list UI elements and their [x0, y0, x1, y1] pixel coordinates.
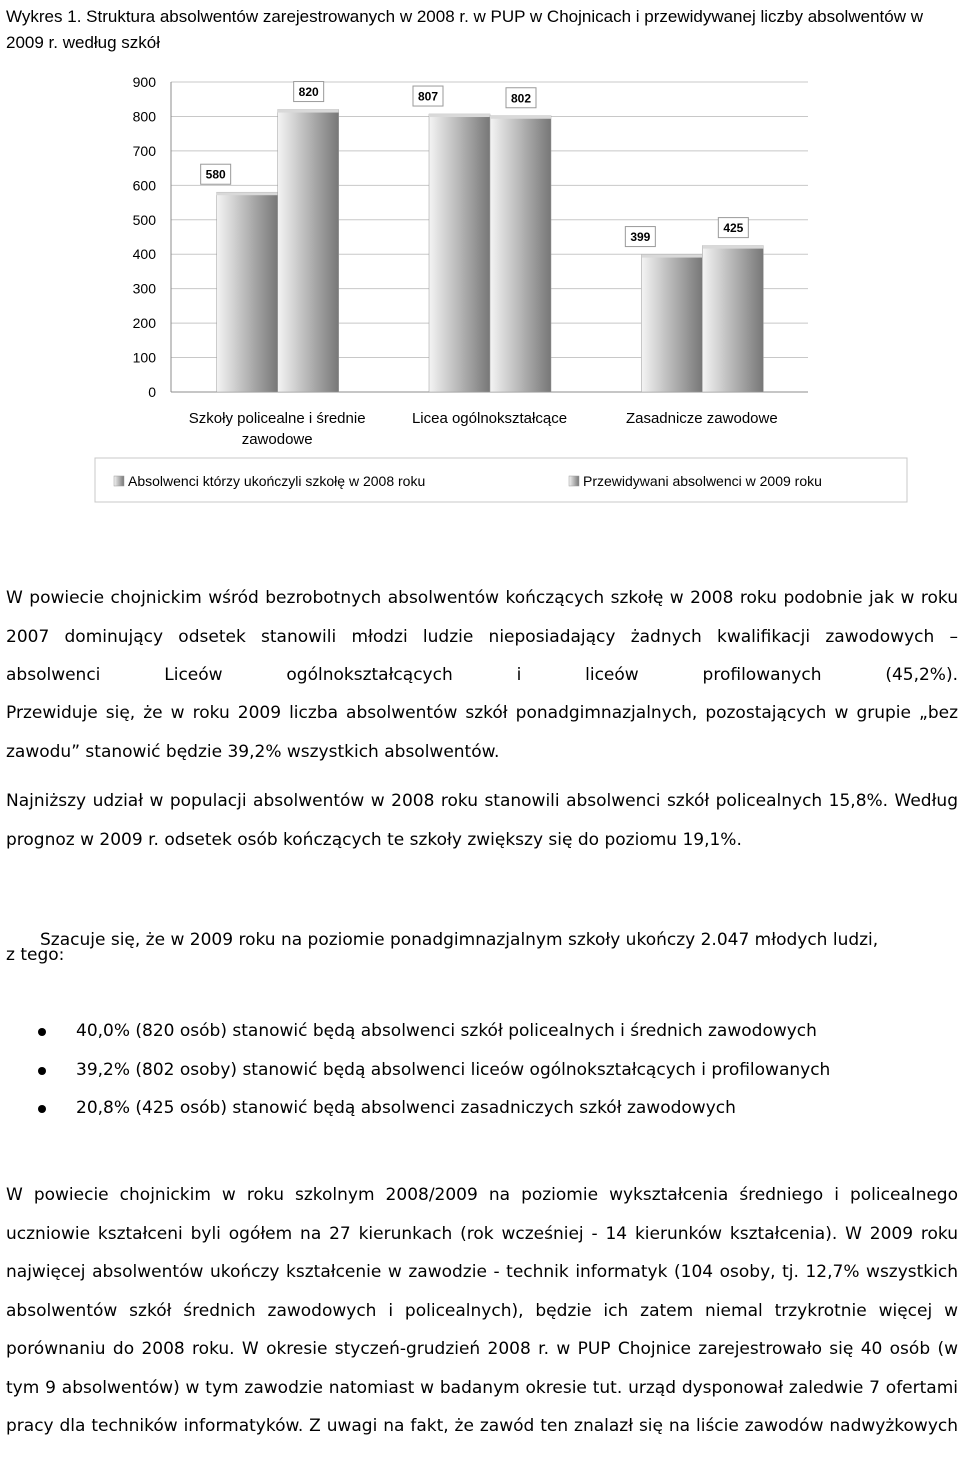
chart-caption: Wykres 1. Struktura absolwentów zarejestrowanych w 2008 r. w PUP w Chojnicach i przewidywanej liczby absolwentów w 2009 r. według szkół	[6, 7, 923, 52]
bar-cap	[278, 110, 339, 113]
bar-cap	[217, 192, 278, 195]
bullet-icon	[38, 1028, 46, 1036]
paragraph-z-tego	[6, 943, 64, 967]
y-tick-label: 300	[132, 280, 156, 297]
y-tick-label: 700	[132, 142, 156, 159]
y-tick-labels	[133, 74, 157, 400]
bar	[278, 110, 339, 392]
data-label: 399	[630, 230, 651, 245]
bullet-icon	[38, 1105, 46, 1113]
legend-swatch	[114, 476, 124, 486]
bullet-icon	[38, 1067, 46, 1075]
paragraph-prognoza-bez-zawodu: Przewiduje się, że w roku 2009 liczba absolwentów szkół ponadgimnazjalnych, pozostających w grupie „bez zawodu” stanowić będzie 39,2% wszystkich absolwentów.	[6, 703, 958, 762]
y-tick-label: 600	[132, 177, 156, 194]
data-label: 580	[205, 167, 226, 182]
category-label: Szkoły policealne i średnie	[188, 410, 366, 427]
category-labels	[189, 410, 778, 448]
y-tick-label: 400	[132, 246, 156, 263]
y-tick-label: 0	[148, 384, 156, 400]
paragraph-absolwenci-2008: W powiecie chojnickim wśród bezrobotnych absolwentów kończących szkołę w 2008 roku podobnie jak w roku 2007 dominujący odsetek stanowili młodzi ludzie nieposiadający żadnych kwalifikacji zawodowych – absolwenci Liceów ogólnokształcących i liceów profilowanych (45,2%).	[6, 588, 958, 685]
bar-layer	[217, 110, 764, 392]
y-tick-label: 200	[132, 315, 156, 332]
bar-cap	[490, 116, 551, 119]
y-tick-label: 100	[132, 349, 156, 366]
paragraph-szkoly-policealne: Najniższy udział w populacji absolwentów w 2008 roku stanowili absolwenci szkół policealnych 15,8%. Według prognoz w 2009 r. odsetek osób kończących te szkoły zwiększy się do poziomu 19,1%.	[6, 791, 958, 850]
legend-label: Przewidywani absolwenci w 2009 roku	[583, 473, 822, 489]
bar	[641, 255, 702, 392]
y-tick-label: 800	[132, 108, 156, 125]
paragraph-szacunek: Szacuje się, że w 2009 roku na poziomie ponadgimnazjalnym szkoły ukończy 2.047 młodych ludzi,	[40, 930, 879, 950]
data-label: 807	[417, 89, 439, 104]
bar	[217, 192, 278, 392]
paragraph-technik-informatyk: W powiecie chojnickim w roku szkolnym 2008/2009 na poziomie wykształcenia średniego i policealnego uczniowie kształceni byli ogółem na 27 kierunkach (rok wcześniej - 14 kierunków kształcenia). W 2009 roku najwięcej absolwentów ukończy kształcenie w zawodzie - technik informatyk (104 osoby, tj. 12,7% wszystkich absolwentów szkół średnich zawodowych i policealnych), będzie ich zatem niemal trzykrotnie więcej w porównaniu do 2008 roku. W okresie styczeń-grudzień 2008 r. w PUP Chojnice zarejestrowało się 40 osób (w tym 9 absolwentów) w tym zawodzie natomiast w badanym okresie tut. urząd dysponował zaledwie 7 ofertami pracy dla techników informatyków. Z uwagi na fakt, że zawód ten znalazł się na liście zawodów nadwyżkowych	[6, 1185, 958, 1436]
legend	[95, 458, 907, 502]
bar-cap	[641, 255, 702, 258]
legend-label: Absolwenci którzy ukończyli szkołę w 2008 roku	[128, 473, 426, 489]
data-label: 425	[723, 221, 744, 236]
data-label: 802	[510, 91, 532, 106]
legend-swatch	[569, 476, 579, 486]
bar	[490, 116, 551, 392]
bar	[429, 114, 490, 392]
bar	[702, 246, 763, 392]
data-label: 820	[298, 85, 319, 100]
bar-chart	[0, 0, 960, 520]
category-label: zawodowe	[241, 431, 313, 448]
category-label: Zasadnicze zawodowe	[625, 410, 778, 427]
category-label: Licea ogólnokształcące	[411, 410, 568, 427]
y-tick-label: 900	[132, 74, 156, 90]
z-tego-text: z tego:	[6, 945, 65, 965]
bar-cap	[429, 114, 490, 117]
y-tick-label: 500	[132, 211, 156, 228]
bar-cap	[702, 246, 763, 249]
